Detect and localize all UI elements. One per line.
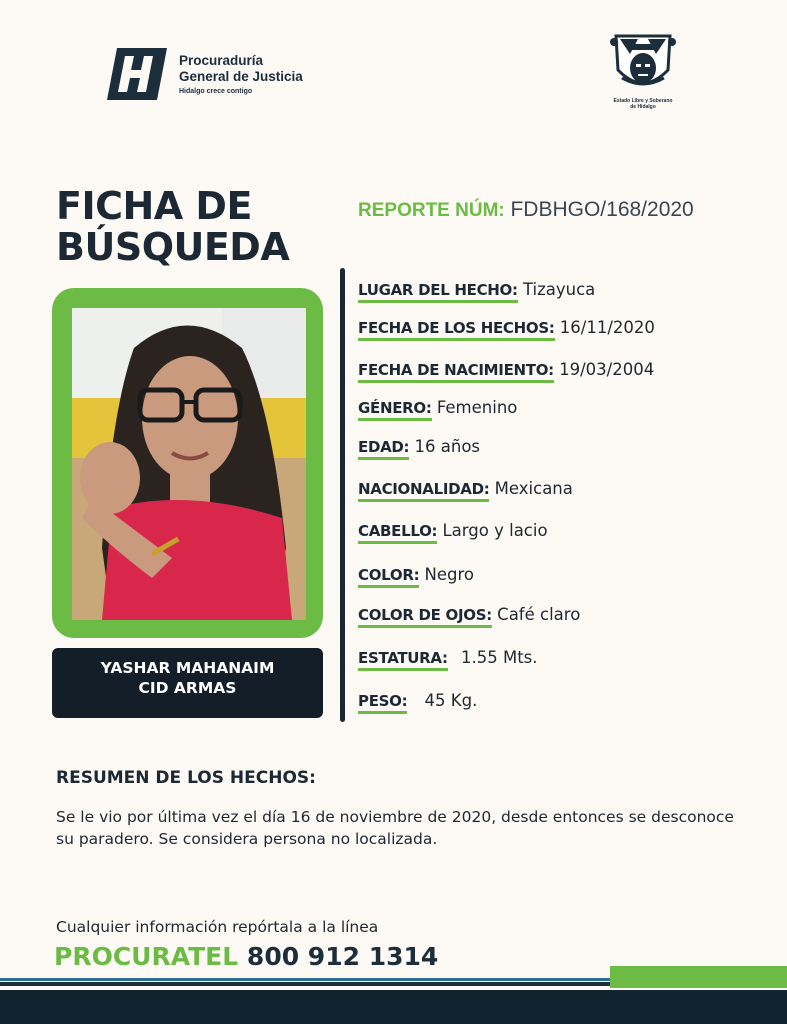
person-name-line1: YASHAR MAHANAIM	[100, 659, 275, 677]
field-value: Tizayuca	[522, 280, 596, 299]
field-label: FECHA DE NACIMIENTO:	[358, 361, 554, 383]
person-photo	[72, 308, 306, 620]
seal-line2: de Hidalgo	[630, 104, 656, 110]
report-label: REPORTE NÚM:	[358, 200, 505, 221]
title-line1: FICHA DE	[56, 184, 252, 228]
footer-green-bar	[610, 966, 787, 988]
footer-accent-line	[0, 978, 610, 981]
field-value: 16 años	[414, 437, 481, 456]
procuraduria-logo	[107, 48, 367, 104]
procuratel-name: PROCURATEL	[54, 942, 239, 971]
hidalgo-seal	[598, 30, 688, 120]
field-edad	[358, 437, 480, 456]
field-label: EDAD:	[358, 438, 409, 460]
field-estatura	[358, 648, 538, 667]
summary-title: RESUMEN DE LOS HECHOS:	[56, 768, 316, 788]
report-number	[358, 198, 694, 222]
field-fecha-hechos	[358, 318, 655, 337]
field-peso	[358, 691, 477, 710]
field-cabello	[358, 521, 548, 540]
field-genero	[358, 398, 517, 417]
logo-line1: Procuraduría	[179, 53, 264, 68]
field-lugar	[358, 280, 595, 299]
field-label: LUGAR DEL HECHO:	[358, 281, 518, 303]
field-value: Femenino	[436, 398, 518, 417]
coat-of-arms-icon	[608, 30, 678, 98]
field-value: 19/03/2004	[559, 360, 655, 379]
field-label: COLOR:	[358, 566, 419, 588]
field-value: 16/11/2020	[559, 318, 655, 337]
field-color	[358, 565, 474, 584]
person-name-line2: CID ARMAS	[138, 679, 237, 697]
photo-frame	[52, 288, 323, 638]
field-nacionalidad	[358, 479, 573, 498]
field-value: 45 Kg.	[424, 691, 478, 710]
person-name-box	[52, 648, 323, 718]
field-value: Largo y lacio	[442, 521, 548, 540]
field-fecha-nacimiento	[358, 360, 654, 379]
field-label: FECHA DE LOS HECHOS:	[358, 319, 555, 341]
contact-line: Cualquier información repórtala a la línea	[56, 918, 379, 936]
title-line2: BÚSQUEDA	[56, 225, 290, 269]
field-label: NACIONALIDAD:	[358, 480, 489, 502]
logo-line2: General de Justicia	[179, 69, 303, 84]
field-label: GÉNERO:	[358, 399, 432, 421]
field-value: Mexicana	[494, 479, 573, 498]
field-label: PESO:	[358, 692, 407, 714]
field-label: CABELLO:	[358, 522, 437, 544]
procuratel-phone	[54, 942, 438, 971]
footer-bar	[0, 990, 787, 1024]
field-color-ojos	[358, 605, 580, 624]
field-value: Café claro	[497, 605, 581, 624]
seal-line1: Estado Libre y Soberano	[613, 98, 673, 104]
page-title	[56, 186, 289, 268]
field-value: Negro	[424, 565, 475, 584]
field-label: ESTATURA:	[358, 649, 448, 671]
report-value: FDBHGO/168/2020	[510, 198, 694, 221]
field-value: 1.55 Mts.	[460, 648, 538, 667]
footer-thin-bar	[0, 982, 610, 986]
h-logo-icon	[107, 48, 167, 100]
logo-tagline: Hidalgo crece contigo	[179, 88, 253, 95]
summary-text: Se le vio por última vez el día 16 de noviembre de 2020, desde entonces se desconoce su paradero. Se considera persona no localizada.	[56, 808, 734, 848]
field-label: COLOR DE OJOS:	[358, 606, 492, 628]
procuratel-number: 800 912 1314	[246, 942, 439, 971]
divider-line	[340, 268, 345, 722]
portrait-image	[72, 308, 306, 620]
